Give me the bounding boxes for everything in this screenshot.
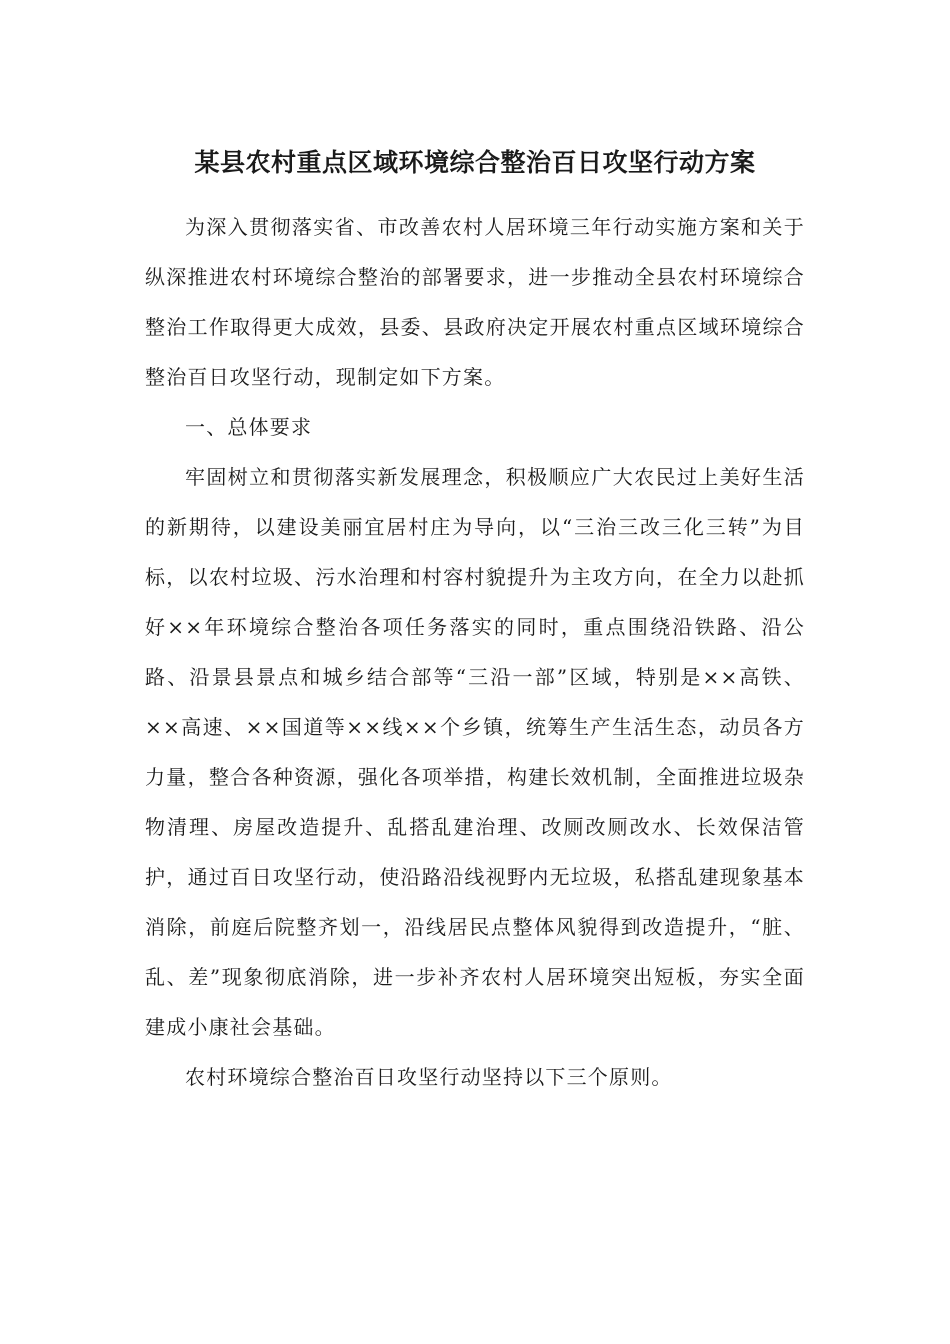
intro-paragraph: 为深入贯彻落实省、市改善农村人居环境三年行动实施方案和关于纵深推进农村环境综合整治的部署要求，进一步推动全县农村环境综合整治工作取得更大成效，县委、县政府决定开展农村重点区域环境综合整治百日攻坚行动，现制定如下方案。 xyxy=(145,215,805,389)
page-title: 某县农村重点区域环境综合整治百日攻坚行动方案 xyxy=(194,148,756,177)
general-requirements-paragraph: 牢固树立和贯彻落实新发展理念，积极顺应广大农民过上美好生活的新期待，以建设美丽宜居村庄为导向，以“三治三改三化三转”为目标，以农村垃圾、污水治理和村容村貌提升为主攻方向，在全力以赴抓好××年环境综合整治各项任务落实的同时，重点围绕沿铁路、沿公路、沿景县景点和城乡结合部等“三沿一部”区域，特别是××高铁、××高速、××国道等××线××个乡镇，统筹生产生活生态，动员各方力量，整合各种资源，强化各项举措，构建长效机制，全面推进垃圾杂物清理、房屋改造提升、乱搭乱建治理、改厕改厕改水、长效保洁管护，通过百日攻坚行动，使沿路沿线视野内无垃圾，私搭乱建现象基本消除，前庭后院整齐划一，沿线居民点整体风貌得到改造提升，“脏、乱、差”现象彻底消除，进一步补齐农村人居环境突出短板，夯实全面建成小康社会基础。 xyxy=(145,465,805,1039)
section-heading: 一、总体要求 xyxy=(185,415,313,439)
document-body xyxy=(145,202,805,1102)
principles-intro-paragraph: 农村环境综合整治百日攻坚行动坚持以下三个原则。 xyxy=(185,1065,673,1089)
